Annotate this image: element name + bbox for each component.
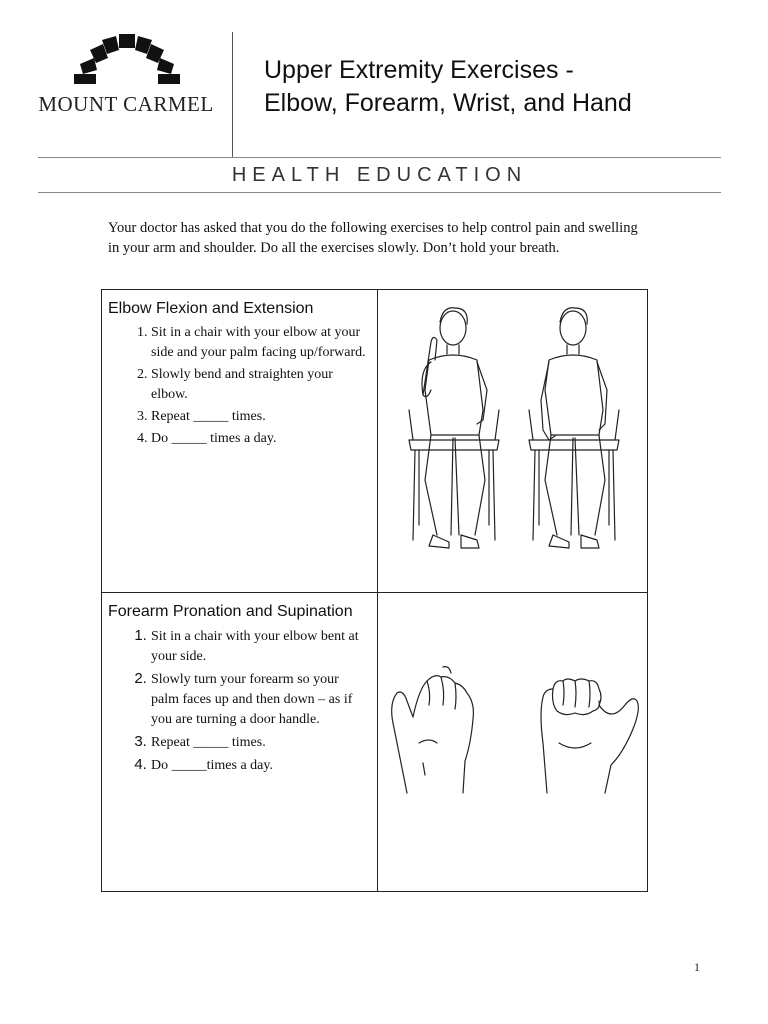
exercise-steps [102,323,377,449]
exercise-illustration-cell [379,290,647,592]
arch-logo-icon [72,32,182,88]
header-rule-bottom [38,192,721,193]
exercise-row-forearm [102,593,647,891]
hand-palm-up [541,679,638,793]
exercise-steps [102,626,377,776]
exercise-title: Forearm Pronation and Supination [108,603,353,620]
exercise-title: Elbow Flexion and Extension [108,300,314,317]
seated-elbow-flexion-illustration [379,290,647,590]
header-rule-top [38,157,721,158]
exercise-row-elbow [102,290,647,593]
exercise-step: 4. Do _____ times a day. [151,429,369,449]
exercise-step: 4. Do _____times a day. [151,755,369,776]
document-title-line-2: Elbow, Forearm, Wrist, and Hand [264,89,632,117]
exercise-table [101,289,648,892]
hand-palm-down [392,667,474,793]
mount-carmel-logo [36,32,216,122]
exercise-step: 1. Sit in a chair with your elbow at your side and your palm facing up/forward. [151,323,369,363]
document-title [264,54,744,120]
exercise-instructions-cell [102,290,378,592]
exercise-step: 3. Repeat _____ times. [151,407,369,427]
intro-paragraph: Your doctor has asked that you do the following exercises to help control pain and swelling in your arm and shoulder. Do all the exercises slowly. Don’t hold your breath. [108,220,638,256]
header-vertical-divider [232,32,233,158]
exercise-step: 3. Repeat _____ times. [151,732,369,753]
exercise-illustration-cell [379,593,647,891]
figure-elbow-bent [409,308,499,548]
exercise-step: 1. Sit in a chair with your elbow bent at your side. [151,626,369,667]
logo-wordmark: MOUNT CARMEL [38,92,214,116]
exercise-instructions-cell [102,593,378,891]
figure-elbow-straight [529,308,619,548]
section-label: HEALTH EDUCATION [231,164,528,186]
exercise-step: 2. Slowly bend and straighten your elbow. [151,365,369,405]
exercise-step: 2. Slowly turn your forearm so your palm faces up and then down – as if you are turning a door handle. [151,669,369,730]
document-title-line-1: Upper Extremity Exercises - [264,56,574,84]
forearm-rotation-hands-illustration [379,593,647,891]
page-number: 1 [694,960,700,974]
